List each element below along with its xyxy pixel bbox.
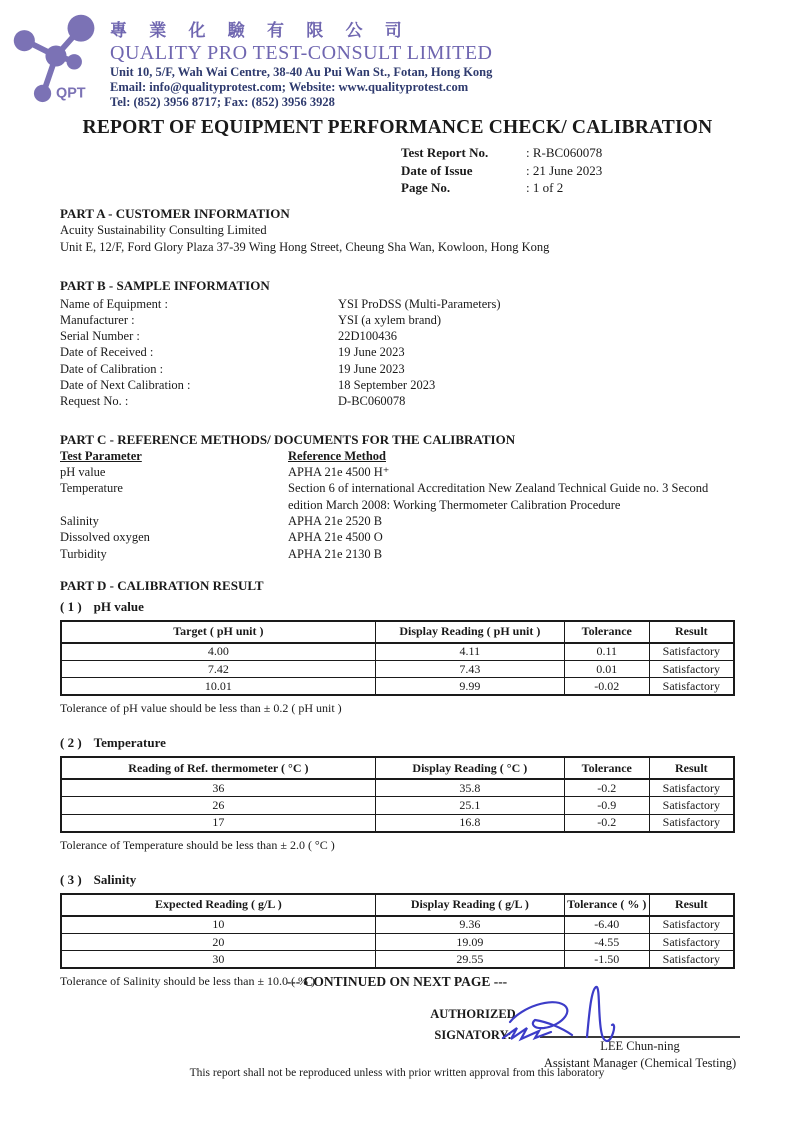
field-value: YSI (a xylem brand) (338, 312, 442, 327)
reference-method: APHA 21e 4500 O (288, 530, 383, 545)
signatory-label: SIGNATORY: (434, 1028, 512, 1042)
table-cell: Satisfactory (649, 797, 734, 815)
table-row (61, 678, 734, 696)
section-number: ( 2 ) (60, 735, 82, 751)
field-value: 18 September 2023 (338, 377, 436, 392)
sample-info-row (60, 296, 735, 312)
table-cell: 4.00 (61, 643, 375, 661)
table-cell: 9.99 (375, 678, 564, 696)
column-header: Tolerance (564, 757, 649, 779)
reference-method-row (60, 513, 735, 529)
ph-section-label (60, 599, 735, 615)
field-label: Date of Calibration : (60, 361, 164, 376)
report-info-value: : R-BC060078 (526, 145, 603, 160)
report-title: REPORT OF EQUIPMENT PERFORMANCE CHECK/ CALIBRATION (82, 117, 713, 138)
table-cell: -4.55 (564, 933, 649, 951)
table-cell: Satisfactory (649, 660, 734, 678)
company-address: Unit 10, 5/F, Wah Wai Centre, 38-40 Au Pui Wan St., Fotan, Hong Kong (110, 65, 493, 79)
table-cell: 17 (61, 814, 375, 832)
report-info-row (401, 144, 735, 162)
table-cell: Satisfactory (649, 678, 734, 696)
table-cell: 4.11 (375, 643, 564, 661)
company-name-chinese: 專 業 化 驗 有 限 公 司 (110, 21, 411, 40)
table-cell: 10 (61, 916, 375, 934)
part-b-section (60, 277, 735, 410)
field-label: Date of Next Calibration : (60, 377, 191, 392)
signatory-title: Assistant Manager (Chemical Testing) (543, 1056, 737, 1070)
sample-info-row (60, 344, 735, 360)
sample-info-row (60, 361, 735, 377)
reference-method: APHA 21e 2520 B (288, 513, 383, 528)
table-cell: 25.1 (375, 797, 564, 815)
reference-method: APHA 21e 2130 B (288, 546, 383, 561)
table-cell: -0.2 (564, 814, 649, 832)
sample-info-row (60, 312, 735, 328)
table-row (61, 660, 734, 678)
table-row (61, 916, 734, 934)
part-b-heading: PART B - SAMPLE INFORMATION (60, 277, 270, 293)
company-name-english: QUALITY PRO TEST-CONSULT LIMITED (110, 42, 493, 64)
field-value: 19 June 2023 (338, 345, 405, 360)
field-value: D-BC060078 (338, 394, 406, 409)
table-cell: 0.11 (564, 643, 649, 661)
report-info-label: Date of Issue (401, 162, 473, 178)
table-row (61, 933, 734, 951)
reference-method-row (60, 480, 735, 513)
part-a-section (60, 205, 735, 257)
table-row (61, 951, 734, 969)
table-cell: -0.02 (564, 678, 649, 696)
test-parameter: Turbidity (60, 546, 107, 561)
field-label: Serial Number : (60, 329, 140, 344)
column-header: Display Reading ( pH unit ) (375, 621, 564, 643)
section-name: Salinity (93, 871, 137, 887)
field-label: Manufacturer : (60, 312, 135, 327)
column-header: Expected Reading ( g/L ) (61, 894, 375, 916)
column-header: Result (649, 621, 734, 643)
reference-method: Section 6 of international Accreditation New Zealand Technical Guide no. 3 Second edition March 2008: Working Thermometer Calibration Procedure (288, 481, 709, 512)
company-block (110, 20, 493, 110)
reference-method-row (60, 546, 735, 562)
report-info-label: Page No. (401, 180, 451, 195)
temperature-section-label (60, 735, 735, 751)
reference-method-header-row (60, 448, 735, 465)
temperature-result-table (60, 756, 735, 833)
report-info (401, 144, 735, 197)
table-cell: -0.9 (564, 797, 649, 815)
part-a-heading: PART A - CUSTOMER INFORMATION (60, 205, 290, 221)
molecule-logo-icon (8, 8, 104, 104)
ph-result-table (60, 620, 735, 697)
handwritten-signature-icon (498, 982, 648, 1052)
field-label: Date of Received : (60, 345, 154, 360)
table-cell: 26 (61, 797, 375, 815)
salinity-result-table (60, 893, 735, 970)
report-info-value: : 21 June 2023 (526, 162, 603, 178)
column-header: Tolerance ( % ) (564, 894, 649, 916)
table-cell: 16.8 (375, 814, 564, 832)
report-disclaimer: This report shall not be reproduced unless with prior written approval from this laboratory (189, 1067, 605, 1079)
table-header-row (61, 621, 734, 643)
table-cell: Satisfactory (649, 916, 734, 934)
part-c-heading: PART C - REFERENCE METHODS/ DOCUMENTS FOR THE CALIBRATION (60, 431, 516, 447)
test-parameter: Temperature (60, 481, 123, 496)
letterhead (8, 8, 735, 110)
method-column-header: Reference Method (288, 448, 386, 463)
table-cell: Satisfactory (649, 814, 734, 832)
table-cell: 7.43 (375, 660, 564, 678)
customer-name: Acuity Sustainability Consulting Limited (60, 222, 267, 237)
report-info-row (401, 179, 735, 197)
table-cell: 20 (61, 933, 375, 951)
field-label: Request No. : (60, 394, 129, 409)
section-number: ( 3 ) (60, 871, 82, 887)
table-row (61, 814, 734, 832)
table-row (61, 643, 734, 661)
part-d-heading: PART D - CALIBRATION RESULT (60, 577, 264, 593)
column-header: Result (649, 757, 734, 779)
report-info-label: Test Report No. (401, 145, 489, 160)
table-cell: Satisfactory (649, 951, 734, 969)
section-name: pH value (93, 598, 144, 614)
column-header: Target ( pH unit ) (61, 621, 375, 643)
column-header: Result (649, 894, 734, 916)
table-row (61, 797, 734, 815)
test-parameter: Dissolved oxygen (60, 530, 150, 545)
table-header-row (61, 894, 734, 916)
reference-method-row (60, 529, 735, 545)
part-d-section (60, 577, 735, 990)
reference-method-row (60, 464, 735, 480)
logo-qpt-text: QPT (56, 85, 86, 102)
sample-info-row (60, 393, 735, 409)
table-cell: 29.55 (375, 951, 564, 969)
reference-method: APHA 21e 4500 H⁺ (288, 465, 390, 480)
sample-info-rows (60, 296, 735, 410)
column-header: Reading of Ref. thermometer ( °C ) (61, 757, 375, 779)
column-header: Display Reading ( °C ) (375, 757, 564, 779)
column-header: Display Reading ( g/L ) (375, 894, 564, 916)
field-value: 22D100436 (338, 329, 398, 344)
table-cell: -0.2 (564, 779, 649, 797)
company-contact: Email: info@qualityprotest.com; Website: www.qualityprotest.com (110, 80, 469, 94)
param-column-header: Test Parameter (60, 448, 142, 463)
section-number: ( 1 ) (60, 598, 82, 614)
part-c-section (60, 431, 735, 562)
table-cell: 30 (61, 951, 375, 969)
report-info-row (401, 162, 735, 180)
table-cell: 7.42 (61, 660, 375, 678)
table-header-row (61, 757, 734, 779)
table-cell: Satisfactory (649, 933, 734, 951)
table-cell: Satisfactory (649, 779, 734, 797)
salinity-tolerance-note: Tolerance of Salinity should be less than ± 10.0 ( % ) (60, 974, 316, 989)
signatory-name: LEE Chun-ning (600, 1039, 680, 1053)
section-name: Temperature (93, 735, 166, 751)
field-label: Name of Equipment : (60, 296, 168, 311)
ph-tolerance-note: Tolerance of pH value should be less than ± 0.2 ( pH unit ) (60, 701, 342, 716)
customer-address: Unit E, 12/F, Ford Glory Plaza 37-39 Wing Hong Street, Cheung Sha Wan, Kowloon, Hong Kong (60, 240, 550, 254)
company-phone: Tel: (852) 3956 8717; Fax: (852) 3956 3928 (110, 95, 335, 109)
authorized-label: AUTHORIZED (430, 1007, 516, 1021)
field-value: YSI ProDSS (Multi-Parameters) (338, 296, 501, 311)
table-cell: 0.01 (564, 660, 649, 678)
table-cell: 9.36 (375, 916, 564, 934)
table-cell: Satisfactory (649, 643, 734, 661)
table-row (61, 779, 734, 797)
salinity-section-label (60, 872, 735, 888)
test-parameter: pH value (60, 465, 106, 480)
test-parameter: Salinity (60, 513, 99, 528)
table-cell: 36 (61, 779, 375, 797)
continued-on-next-page: --- CONTINUED ON NEXT PAGE --- (286, 974, 508, 989)
table-cell: 19.09 (375, 933, 564, 951)
report-info-value: : 1 of 2 (526, 180, 564, 195)
table-cell: -6.40 (564, 916, 649, 934)
sample-info-row (60, 328, 735, 344)
column-header: Tolerance (564, 621, 649, 643)
sample-info-row (60, 377, 735, 393)
field-value: 19 June 2023 (338, 361, 405, 376)
table-cell: -1.50 (564, 951, 649, 969)
temperature-tolerance-note: Tolerance of Temperature should be less than ± 2.0 ( °C ) (60, 837, 335, 852)
table-cell: 35.8 (375, 779, 564, 797)
table-cell: 10.01 (61, 678, 375, 696)
